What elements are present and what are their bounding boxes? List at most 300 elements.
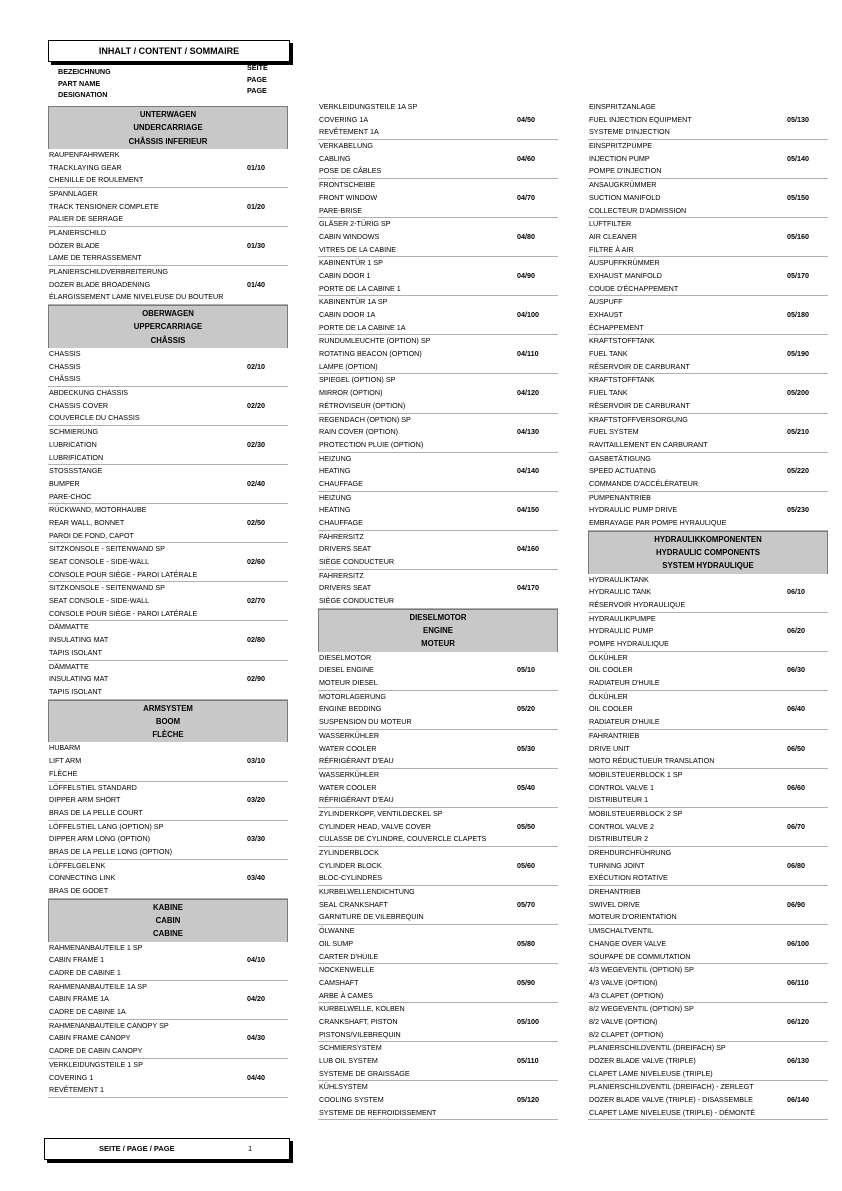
toc-entry[interactable] [318,925,558,964]
toc-entry-line [588,309,828,322]
toc-entry[interactable] [48,621,288,660]
toc-entry-line [318,782,558,795]
entry-name-en: 4/3 VALVE (OPTION) [589,977,658,987]
toc-entry[interactable] [588,453,828,492]
toc-entry[interactable] [318,296,558,335]
toc-entry[interactable] [588,769,828,808]
entry-page-code: 02/10 [247,361,265,371]
entry-name-de: ÖLKÜHLER [589,652,628,662]
toc-entry-line [48,348,288,361]
toc-entry[interactable] [588,414,828,453]
toc-entry-line [588,257,828,270]
toc-entry[interactable] [318,453,558,492]
toc-entry[interactable] [318,179,558,218]
toc-entry-line [318,847,558,860]
toc-entry-line [48,252,288,265]
entry-page-code: 05/140 [787,153,809,163]
entry-name-de: PUMPENANTRIEB [589,492,651,502]
entry-name-en: CABLING [319,153,351,163]
entry-page-code: 04/140 [517,466,539,476]
toc-entry[interactable] [318,691,558,730]
entry-name-de: MOBILSTEUERBLOCK 2 SP [589,808,683,818]
entry-name-en: FRONT WINDOW [319,192,378,202]
toc-entry-line [48,954,288,967]
entry-name-en: CHANGE OVER VALVE [589,938,667,948]
section-heading-line: UNDERCARRIAGE [133,123,203,133]
entry-page-code: 04/30 [247,1033,265,1043]
entry-name-de: ZYLINDERKOPF, VENTILDECKEL SP [319,808,443,818]
toc-entry-line [48,412,288,425]
entry-name-en: COOLING SYSTEM [319,1095,384,1105]
section-heading-line: BOOM [155,716,181,726]
toc-entry-line [588,794,828,807]
entry-name-de: 8/2 WEGEVENTIL (OPTION) SP [589,1004,694,1014]
toc-entry-line [318,126,558,139]
section-heading [48,899,288,942]
toc-entry-line [318,244,558,257]
entry-name-de: FAHRANTRIEB [589,730,640,740]
toc-entry-line [588,140,828,153]
toc-entry-line [318,478,558,491]
toc-entry[interactable] [318,1081,558,1120]
entry-name-fr: PISTONS/VILEBREQUIN [319,1029,401,1039]
toc-entry[interactable] [318,808,558,847]
toc-entry[interactable] [588,808,828,847]
entry-name-de: RAUPENFAHRWERK [49,149,120,159]
toc-entry-line [318,582,558,595]
entry-name-fr: BRAS DE LA PELLE COURT [49,807,143,817]
entry-name-de: SPANNLAGER [49,188,98,198]
entry-name-en: LIFT ARM [49,756,82,766]
toc-entry-line [588,1003,828,1016]
toc-entry-line [318,374,558,387]
section-heading [48,700,288,743]
toc-entry-line [588,938,828,951]
entry-name-fr: MOTEUR D'ORIENTATION [589,912,677,922]
toc-entry[interactable] [48,543,288,582]
entry-name-de: ÖLWANNE [319,926,355,936]
entry-page-code: 05/20 [517,704,535,714]
entry-page-code: 06/60 [787,782,805,792]
toc-entry[interactable] [318,1003,558,1042]
entry-name-fr: SYSTEME D'INJECTION [589,127,670,137]
entry-name-de: 4/3 WEGEVENTIL (OPTION) SP [589,965,694,975]
toc-entry[interactable] [318,140,558,179]
toc-column-3 [588,101,828,1120]
toc-entry[interactable] [318,414,558,453]
entry-page-code: 04/70 [517,192,535,202]
toc-entry-line [588,808,828,821]
toc-entry[interactable] [318,730,558,769]
toc-entry[interactable] [588,1042,828,1081]
entry-name-fr: ÉCHAPPEMENT [589,322,644,332]
toc-entry-line [318,153,558,166]
toc-entry[interactable] [588,218,828,257]
entry-name-de: KRAFTSTOFFTANK [589,375,655,385]
entry-page-code: 06/80 [787,860,805,870]
toc-entry-line [588,179,828,192]
toc-entry[interactable] [48,860,288,899]
toc-entry-line [48,872,288,885]
toc-entry[interactable] [588,140,828,179]
toc-entry-line [48,981,288,994]
toc-entry[interactable] [318,570,558,609]
entry-page-code: 03/30 [247,834,265,844]
toc-entry[interactable] [588,492,828,531]
toc-entry[interactable] [48,227,288,266]
toc-entry[interactable] [318,652,558,691]
header-label-row [58,74,278,90]
entry-name-fr: POMPE HYDRAULIQUE [589,639,669,649]
entry-page-code: 02/70 [247,596,265,606]
entry-name-fr: PORTE DE LA CABINE 1A [319,322,406,332]
entry-name-en: CYLINDER HEAD, VALVE COVER [319,821,431,831]
entry-name-en: INSULATING MAT [49,635,109,645]
toc-entry-line [318,570,558,583]
entry-name-de: NOCKENWELLE [319,965,375,975]
entry-name-en: DRIVE UNIT [589,743,630,753]
entry-name-de: DREHANTRIEB [589,887,641,897]
toc-entry[interactable] [588,374,828,413]
toc-entry-line [48,621,288,634]
toc-entry-line [48,942,288,955]
toc-entry-line [588,886,828,899]
toc-entry-line [48,149,288,162]
toc-entry-line [588,1068,828,1081]
entry-page-code: 02/30 [247,439,265,449]
toc-entry-line [318,531,558,544]
entry-name-en: HYDRAULIC TANK [589,587,652,597]
toc-entry[interactable] [48,426,288,465]
entry-name-fr: TAPIS ISOLANT [49,647,102,657]
entry-name-fr: BLOC-CYLINDRES [319,873,383,883]
toc-entry[interactable] [588,1081,828,1120]
toc-entry[interactable] [588,574,828,613]
entry-name-fr: COUVERCLE DU CHASSIS [49,413,140,423]
entry-name-en: DOZER BLADE BROADENING [49,279,151,289]
entry-name-en: SEAL CRANKSHAFT [319,899,388,909]
entry-name-en: CONTROL VALVE 1 [589,782,654,792]
entry-name-en: 8/2 VALVE (OPTION) [589,1016,658,1026]
toc-entry[interactable] [318,101,558,140]
entry-name-de: SITZKONSOLE - SEITENWAND SP [49,583,165,593]
toc-entry-line [588,1029,828,1042]
toc-entry[interactable] [48,149,288,188]
entry-name-en: SWIVEL DRIVE [589,899,640,909]
section-heading-line: UNTERWAGEN [139,110,197,119]
toc-entry-line [588,691,828,704]
entry-page-code: 06/110 [787,977,809,987]
toc-entry[interactable] [588,652,828,691]
entry-name-de: RUNDUMLEUCHTE (OPTION) SP [319,336,431,346]
toc-entry[interactable] [48,742,288,781]
entry-name-de: VERKABELUNG [319,141,373,151]
toc-entry[interactable] [48,504,288,543]
toc-entry[interactable] [588,730,828,769]
entry-name-fr: RÉSERVOIR DE CARBURANT [589,400,690,410]
toc-entry-line [588,101,828,114]
entry-name-en: SPEED ACTUATING [589,466,656,476]
section-heading [48,106,288,149]
entry-name-de: DÄMMATTE [49,661,89,671]
toc-entry-line [318,543,558,556]
toc-entry-line [588,990,828,1003]
entry-name-fr: BRAS DE LA PELLE LONG (OPTION) [49,846,173,856]
entry-name-en: REAR WALL, BONNET [49,517,125,527]
toc-entry-line [588,638,828,651]
entry-name-en: AIR CLEANER [589,231,637,241]
toc-entry-line [48,846,288,859]
toc-entry[interactable] [48,782,288,821]
toc-entry-line [318,556,558,569]
toc-entry-line [318,595,558,608]
entry-page-code: 02/90 [247,674,265,684]
entry-name-de: AUSPUFF [589,297,623,307]
toc-entry[interactable] [318,886,558,925]
section-heading [588,531,828,574]
entry-name-de: ABDECKUNG CHASSIS [49,388,129,398]
toc-entry-line [318,664,558,677]
toc-entry-line [588,821,828,834]
toc-entry-line [48,755,288,768]
entry-page-code: 06/140 [787,1095,809,1105]
toc-entry-line [588,492,828,505]
entry-name-en: CABIN FRAME CANOPY [49,1033,131,1043]
toc-entry[interactable] [318,847,558,886]
toc-entry[interactable] [588,179,828,218]
toc-entry-line [48,794,288,807]
toc-entry-line [48,279,288,292]
entry-page-code: 06/40 [787,704,805,714]
toc-entry-line [318,951,558,964]
toc-entry[interactable] [48,387,288,426]
toc-entry[interactable] [588,257,828,296]
entry-name-en: TRACK TENSIONER COMPLETE [49,201,159,211]
entry-page-code: 06/100 [787,938,809,948]
toc-entry-line [588,270,828,283]
toc-entry[interactable] [48,981,288,1020]
column-header-labels [58,63,278,101]
entry-name-fr: 8/2 CLAPET (OPTION) [589,1029,664,1039]
entry-name-en: CRANKSHAFT, PISTON [319,1016,398,1026]
toc-entry-line [588,517,828,530]
toc-entry[interactable] [588,1003,828,1042]
entry-page-code: 05/80 [517,938,535,948]
entry-name-fr: PROTECTION PLUIE (OPTION) [319,439,424,449]
header-label-page: SEITE [247,63,268,72]
entry-name-fr: LAMPE (OPTION) [319,361,378,371]
entry-name-en: OIL SUMP [319,938,354,948]
entry-page-code: 01/40 [247,279,265,289]
toc-entry-line [48,188,288,201]
entry-name-en: HEATING [319,505,351,515]
entry-page-code: 05/170 [787,270,809,280]
entry-page-code: 04/20 [247,994,265,1004]
toc-entry[interactable] [48,266,288,305]
entry-page-code: 05/210 [787,427,809,437]
toc-entry[interactable] [588,335,828,374]
entry-name-en: CABIN FRAME 1 [49,955,105,965]
entry-name-en: WATER COOLER [319,743,377,753]
entry-page-code: 04/130 [517,427,539,437]
entry-name-fr: POSE DE CÂBLES [319,166,382,176]
entry-name-fr: TAPIS ISOLANT [49,686,102,696]
toc-entry-line [318,833,558,846]
toc-entry-line [48,387,288,400]
toc-entry[interactable] [48,821,288,860]
toc-entry-line [318,140,558,153]
toc-entry-line [48,1006,288,1019]
toc-entry-line [318,1081,558,1094]
toc-entry-line [318,335,558,348]
toc-entry-line [318,361,558,374]
entry-page-code: 05/120 [517,1095,539,1105]
toc-entry-line [48,782,288,795]
toc-entry-line [48,1032,288,1045]
toc-entry-line [588,400,828,413]
toc-entry-line [48,634,288,647]
toc-entry[interactable] [588,886,828,925]
toc-entry-line [48,291,288,304]
entry-name-fr: EMBRAYAGE PAR POMPE HYRAULIQUE [589,518,727,527]
toc-entry[interactable] [48,465,288,504]
toc-entry-line [318,270,558,283]
toc-entry-line [318,492,558,505]
toc-entry-line [588,1094,828,1107]
toc-entry-line [588,387,828,400]
toc-entry[interactable] [318,257,558,296]
toc-entry[interactable] [48,582,288,621]
toc-entry[interactable] [318,964,558,1003]
section-heading-line: HYDRAULIC COMPONENTS [656,547,760,557]
toc-entry-line [318,465,558,478]
entry-name-fr: LUBRIFICATION [49,452,104,462]
toc-entry-line [318,257,558,270]
entry-name-fr: CONSOLE POUR SIÈGE - PAROI LATÉRALE [49,608,198,618]
toc-entry-line [318,400,558,413]
toc-entry[interactable] [318,769,558,808]
toc-entry-line [588,1081,828,1094]
entry-name-fr: RÉSERVOIR DE CARBURANT [589,361,690,371]
entry-name-fr: RAVITAILLEMENT EN CARBURANT [589,439,708,449]
toc-entry[interactable] [588,691,828,730]
toc-entry-line [318,517,558,530]
entry-name-fr: POMPE D'INJECTION [589,166,662,176]
entry-name-en: EXHAUST MANIFOLD [589,270,662,280]
entry-name-de: WASSERKÜHLER [319,730,380,740]
entry-name-de: KURBELWELLE, KOLBEN [319,1004,405,1014]
toc-entry-line [48,673,288,686]
entry-name-de: RAHMENANBAUTEILE 1A SP [49,981,147,991]
entry-name-de: FAHRERSITZ [319,531,364,541]
section-heading-line: MOTEUR [421,639,455,649]
entry-page-code: 04/80 [517,231,535,241]
entry-name-fr: GARNITURE DE VILEBREQUIN [319,912,424,922]
toc-entry-line [48,213,288,226]
entry-name-fr: REVÊTEMENT 1 [49,1085,104,1095]
toc-entry[interactable] [48,1059,288,1098]
toc-entry[interactable] [588,964,828,1003]
entry-name-fr: RÉFRIGÉRANT D'EAU [319,795,394,805]
toc-entry-line [588,1107,828,1120]
toc-entry-line [48,821,288,834]
entry-name-en: DOZER BLADE [49,240,100,250]
toc-entry-line [588,1016,828,1029]
entry-name-en: FUEL INJECTION EQUIPMENT [589,114,692,124]
toc-entry[interactable] [588,847,828,886]
entry-name-en: ROTATING BEACON (OPTION) [319,349,422,359]
section-heading-line: HYDRAULIKKOMPONENTEN [654,534,762,544]
toc-entry-line [48,993,288,1006]
toc-entry[interactable] [588,296,828,335]
toc-entry[interactable] [588,925,828,964]
toc-entry[interactable] [588,101,828,140]
entry-name-en: DRIVERS SEAT [319,544,372,554]
toc-entry-line [48,742,288,755]
entry-name-de: EINSPRITZANLAGE [589,102,656,111]
toc-entry-line [318,231,558,244]
toc-entry-line [48,162,288,175]
toc-entry[interactable] [318,492,558,531]
entry-name-de: HYDRAULIKTANK [589,574,649,584]
toc-entry-line [48,240,288,253]
entry-name-fr: MOTEUR DIESEL [319,678,378,688]
toc-entry[interactable] [318,1042,558,1081]
toc-entry[interactable] [318,335,558,374]
entry-page-code: 02/20 [247,400,265,410]
toc-entry[interactable] [318,374,558,413]
toc-entry[interactable] [588,613,828,652]
page-footer [44,1138,290,1160]
toc-entry[interactable] [318,218,558,257]
toc-entry-line [588,977,828,990]
toc-entry-line [48,361,288,374]
toc-entry[interactable] [48,942,288,981]
toc-entry[interactable] [318,531,558,570]
entry-name-de: KABINENTÜR 1A SP [319,297,388,307]
toc-entry-line [48,439,288,452]
header-label-page: PAGE [247,74,267,84]
toc-entry-line [48,595,288,608]
toc-entry-line [318,101,558,114]
entry-name-en: RAIN COVER (OPTION) [319,427,399,437]
toc-entry[interactable] [48,348,288,387]
entry-name-de: AUSPUFFKRÜMMER [589,258,660,268]
entry-name-en: ENGINE BEDDING [319,704,382,714]
entry-name-en: CABIN WINDOWS [319,231,380,241]
toc-entry-line [588,755,828,768]
toc-entry[interactable] [48,661,288,700]
toc-entry-line [588,703,828,716]
entry-name-fr: CONSOLE POUR SIÈGE - PAROI LATÉRALE [49,569,198,579]
entry-name-de: RAHMENANBAUTEILE 1 SP [49,942,143,952]
entry-name-fr: CLAPET LAME NIVELEUSE (TRIPLE) - DÉMONTÉ [589,1107,756,1117]
toc-entry[interactable] [48,1020,288,1059]
toc-entry-line [48,833,288,846]
toc-entry-line [588,478,828,491]
toc-entry-line [588,925,828,938]
entry-name-de: PLANIERSCHILDVENTIL (DREIFACH) SP [589,1043,726,1053]
entry-name-fr: CULASSE DE CYLINDRE, COUVERCLE CLAPETS [319,834,487,844]
toc-entry[interactable] [48,188,288,227]
entry-page-code: 04/60 [517,153,535,163]
entry-name-en: CHASSIS COVER [49,400,109,410]
entry-page-code: 01/20 [247,201,265,211]
toc-entry-line [588,599,828,612]
header-label-row [58,86,278,101]
entry-page-code: 05/150 [787,192,809,202]
toc-entry-line [588,743,828,756]
